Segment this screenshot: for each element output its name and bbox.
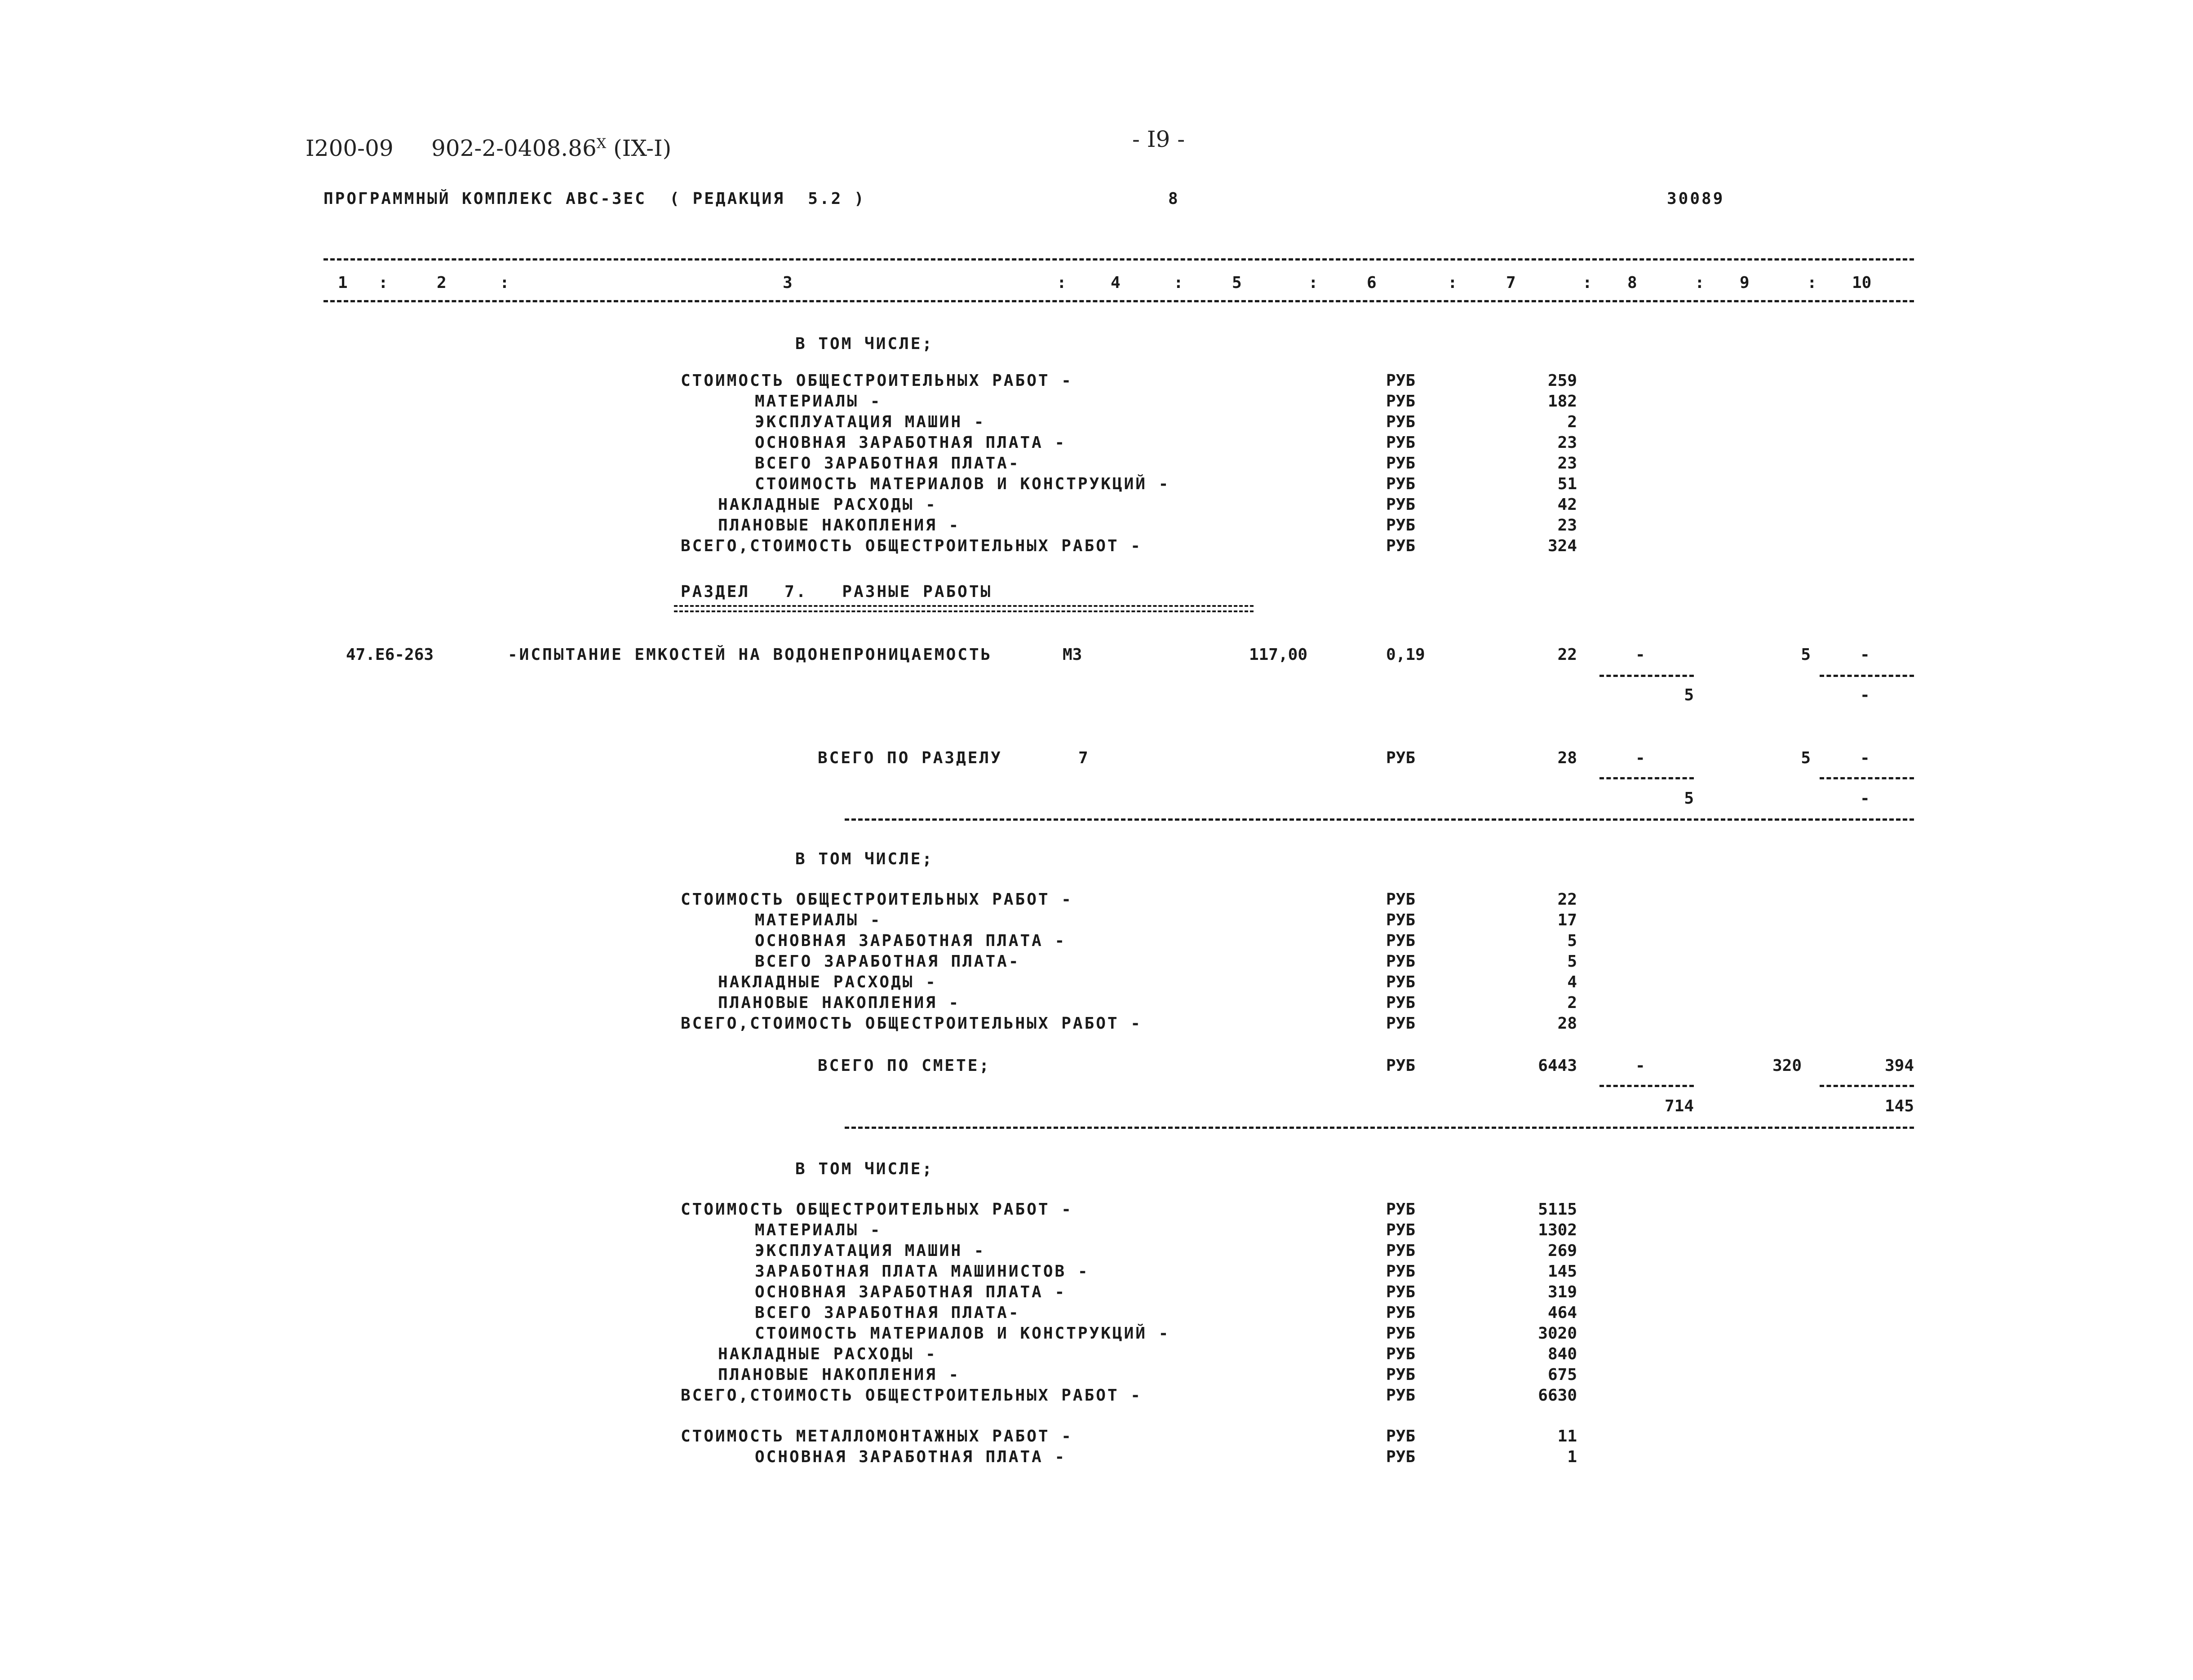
col-sep: : <box>1448 274 1458 292</box>
list-item-unit: РУБ <box>1386 994 1416 1012</box>
list-item-unit: РУБ <box>1386 911 1416 929</box>
section-total-col8-rule <box>1599 777 1694 779</box>
col-sep: : <box>1695 274 1705 292</box>
list-item-unit: РУБ <box>1386 1283 1416 1301</box>
list-item-value: 182 <box>1547 392 1577 411</box>
list-item-value: 23 <box>1557 433 1577 452</box>
item-col10-rule <box>1820 675 1914 677</box>
list-item-value: 5115 <box>1538 1200 1577 1219</box>
list-item-value: 6630 <box>1538 1386 1577 1405</box>
col-5: 5 <box>1232 274 1242 292</box>
col-sep: : <box>1174 274 1183 292</box>
list-item-label: ВСЕГО ЗАРАБОТНАЯ ПЛАТА- <box>755 952 1020 971</box>
project-code-main: 902-2-0408.86 <box>431 135 597 161</box>
item-col9: 5 <box>1801 645 1811 664</box>
estimate-total-col8: - <box>1635 1057 1645 1075</box>
section-total-col10-rule <box>1820 777 1914 779</box>
list-item-label: ОСНОВНАЯ ЗАРАБОТНАЯ ПЛАТА - <box>755 1448 1067 1466</box>
section-total-rule <box>845 818 1914 821</box>
list-item-unit: РУБ <box>1386 1304 1416 1322</box>
list-item-label: СТОИМОСТЬ МАТЕРИАЛОВ И КОНСТРУКЦИЙ - <box>755 1324 1170 1343</box>
list-item-label: ПЛАНОВЫЕ НАКОПЛЕНИЯ - <box>718 516 961 535</box>
list-item-label: ВСЕГО,СТОИМОСТЬ ОБЩЕСТРОИТЕЛЬНЫХ РАБОТ - <box>681 1386 1142 1405</box>
list-item-value: 5 <box>1567 932 1577 950</box>
list-item-unit: РУБ <box>1386 1345 1416 1363</box>
header-rule-bottom <box>323 300 1914 302</box>
block2-heading: В ТОМ ЧИСЛЕ; <box>795 850 934 868</box>
col-sep: : <box>1807 274 1817 292</box>
list-item-unit: РУБ <box>1386 973 1416 991</box>
col-3: 3 <box>783 274 793 292</box>
program-code: 30089 <box>1667 190 1725 208</box>
col-1: 1 <box>338 274 348 292</box>
list-item-unit: РУБ <box>1386 1242 1416 1260</box>
project-code-suffix: (IX-I) <box>613 135 672 161</box>
list-item-value: 2 <box>1567 413 1577 431</box>
col-9: 9 <box>1740 274 1750 292</box>
header-rule-top <box>323 258 1914 261</box>
list-item-label: ПЛАНОВЫЕ НАКОПЛЕНИЯ - <box>718 994 961 1012</box>
list-item-unit: РУБ <box>1386 433 1416 452</box>
list-item-label: МАТЕРИАЛЫ - <box>755 911 882 929</box>
section-title-underline <box>674 605 1254 612</box>
section-total-num: 7 <box>1078 749 1088 767</box>
list-item-label: МАТЕРИАЛЫ - <box>755 392 882 411</box>
list-item-unit: РУБ <box>1386 454 1416 473</box>
list-item-value: 145 <box>1547 1262 1577 1281</box>
item-code: 47.Е6-263 <box>346 645 434 664</box>
list-item-label: МАТЕРИАЛЫ - <box>755 1221 882 1239</box>
list-item-value: 2 <box>1567 994 1577 1012</box>
list-item-unit: РУБ <box>1386 952 1416 971</box>
estimate-total-rule <box>845 1127 1914 1129</box>
section-total-col9: 5 <box>1801 749 1811 767</box>
section-total-col10: - <box>1860 749 1870 767</box>
list-item-unit: РУБ <box>1386 1014 1416 1033</box>
list-item-unit: РУБ <box>1386 890 1416 909</box>
col-8: 8 <box>1627 274 1637 292</box>
list-item-label: СТОИМОСТЬ ОБЩЕСТРОИТЕЛЬНЫХ РАБОТ - <box>681 1200 1073 1219</box>
program-num: 8 <box>1168 190 1180 208</box>
item-col8: - <box>1635 645 1645 664</box>
col-4: 4 <box>1111 274 1121 292</box>
list-item-unit: РУБ <box>1386 1427 1416 1446</box>
section-total-unit: РУБ <box>1386 749 1416 767</box>
list-item-value: 464 <box>1547 1304 1577 1322</box>
list-item-unit: РУБ <box>1386 516 1416 535</box>
list-item-label: ОСНОВНАЯ ЗАРАБОТНАЯ ПЛАТА - <box>755 932 1067 950</box>
project-code <box>431 137 671 159</box>
section-title: РАЗДЕЛ 7. РАЗНЫЕ РАБОТЫ <box>681 583 992 601</box>
estimate-total-col10-sub: 145 <box>1884 1097 1914 1115</box>
item-price: 117,00 <box>1249 645 1307 664</box>
list-item-label: НАКЛАДНЫЕ РАСХОДЫ - <box>718 973 937 991</box>
list-item-label: ВСЕГО ЗАРАБОТНАЯ ПЛАТА- <box>755 1304 1020 1322</box>
list-item-value: 23 <box>1557 516 1577 535</box>
list-item-label: СТОИМОСТЬ МАТЕРИАЛОВ И КОНСТРУКЦИЙ - <box>755 475 1170 493</box>
list-item-label: ЗАРАБОТНАЯ ПЛАТА МАШИНИСТОВ - <box>755 1262 1090 1281</box>
list-item-value: 840 <box>1547 1345 1577 1363</box>
list-item-unit: РУБ <box>1386 1262 1416 1281</box>
col-10: 10 <box>1852 274 1872 292</box>
list-item-label: СТОИМОСТЬ ОБЩЕСТРОИТЕЛЬНЫХ РАБОТ - <box>681 371 1073 390</box>
block3-heading: В ТОМ ЧИСЛЕ; <box>795 1160 934 1178</box>
list-item-value: 11 <box>1557 1427 1577 1446</box>
list-item-unit: РУБ <box>1386 1386 1416 1405</box>
list-item-value: 259 <box>1547 371 1577 390</box>
list-item-value: 17 <box>1557 911 1577 929</box>
section-total-col10-sub: - <box>1860 789 1870 808</box>
list-item-unit: РУБ <box>1386 475 1416 493</box>
item-unit: М3 <box>1063 645 1082 664</box>
list-item-value: 324 <box>1547 537 1577 555</box>
col-7: 7 <box>1506 274 1516 292</box>
list-item-unit: РУБ <box>1386 537 1416 555</box>
block1-heading: В ТОМ ЧИСЛЕ; <box>795 335 934 353</box>
list-item-unit: РУБ <box>1386 1448 1416 1466</box>
item-col8-rule <box>1599 675 1694 677</box>
estimate-total-unit: РУБ <box>1386 1057 1416 1075</box>
list-item-unit: РУБ <box>1386 413 1416 431</box>
list-item-label: НАКЛАДНЫЕ РАСХОДЫ - <box>718 495 937 514</box>
doc-code: I200-09 <box>306 135 394 161</box>
estimate-total-col10: 394 <box>1884 1057 1914 1075</box>
list-item-label: ВСЕГО,СТОИМОСТЬ ОБЩЕСТРОИТЕЛЬНЫХ РАБОТ - <box>681 1014 1142 1033</box>
list-item-value: 1302 <box>1538 1221 1577 1239</box>
program-line: ПРОГРАММНЫЙ КОМПЛЕКС АВС-ЗЕС ( РЕДАКЦИЯ 5.2 ) <box>323 190 866 208</box>
page-number: - I9 - <box>1132 126 1185 152</box>
list-item-unit: РУБ <box>1386 371 1416 390</box>
col-sep: : <box>1582 274 1592 292</box>
item-col10: - <box>1860 645 1870 664</box>
list-item-value: 42 <box>1557 495 1577 514</box>
list-item-value: 4 <box>1567 973 1577 991</box>
list-item-value: 22 <box>1557 890 1577 909</box>
list-item-label: СТОИМОСТЬ МЕТАЛЛОМОНТАЖНЫХ РАБОТ - <box>681 1427 1073 1446</box>
list-item-label: ЭКСПЛУАТАЦИЯ МАШИН - <box>755 1242 986 1260</box>
list-item-value: 3020 <box>1538 1324 1577 1343</box>
list-item-unit: РУБ <box>1386 932 1416 950</box>
list-item-value: 1 <box>1567 1448 1577 1466</box>
item-qty: 0,19 <box>1386 645 1425 664</box>
estimate-total-col8-sub: 714 <box>1664 1097 1694 1115</box>
list-item-unit: РУБ <box>1386 1324 1416 1343</box>
col-sep: : <box>1308 274 1318 292</box>
estimate-total-col8-rule <box>1599 1085 1694 1087</box>
list-item-label: НАКЛАДНЫЕ РАСХОДЫ - <box>718 1345 937 1363</box>
list-item-value: 51 <box>1557 475 1577 493</box>
section-total-col8: - <box>1635 749 1645 767</box>
list-item-value: 28 <box>1557 1014 1577 1033</box>
section-total-col8-sub: 5 <box>1684 789 1694 808</box>
estimate-total-value: 6443 <box>1538 1057 1577 1075</box>
list-item-unit: РУБ <box>1386 392 1416 411</box>
list-item-value: 675 <box>1547 1366 1577 1384</box>
list-item-label: СТОИМОСТЬ ОБЩЕСТРОИТЕЛЬНЫХ РАБОТ - <box>681 890 1073 909</box>
list-item-value: 269 <box>1547 1242 1577 1260</box>
estimate-total-label: ВСЕГО ПО СМЕТЕ; <box>818 1057 991 1075</box>
section-total-label: ВСЕГО ПО РАЗДЕЛУ <box>818 749 1002 767</box>
list-item-label: ПЛАНОВЫЕ НАКОПЛЕНИЯ - <box>718 1366 961 1384</box>
list-item-value: 23 <box>1557 454 1577 473</box>
col-sep: : <box>500 274 509 292</box>
col-2: 2 <box>437 274 447 292</box>
section-total-value: 28 <box>1557 749 1577 767</box>
estimate-total-col9: 320 <box>1772 1057 1802 1075</box>
list-item-unit: РУБ <box>1386 1366 1416 1384</box>
list-item-label: ВСЕГО ЗАРАБОТНАЯ ПЛАТА- <box>755 454 1020 473</box>
col-6: 6 <box>1367 274 1377 292</box>
list-item-unit: РУБ <box>1386 495 1416 514</box>
item-col10-sub: - <box>1860 686 1870 704</box>
list-item-label: ОСНОВНАЯ ЗАРАБОТНАЯ ПЛАТА - <box>755 433 1067 452</box>
estimate-total-col10-rule <box>1820 1085 1914 1087</box>
project-code-sup: X <box>596 136 607 152</box>
list-item-label: ВСЕГО,СТОИМОСТЬ ОБЩЕСТРОИТЕЛЬНЫХ РАБОТ - <box>681 537 1142 555</box>
list-item-unit: РУБ <box>1386 1221 1416 1239</box>
list-item-label: ОСНОВНАЯ ЗАРАБОТНАЯ ПЛАТА - <box>755 1283 1067 1301</box>
list-item-unit: РУБ <box>1386 1200 1416 1219</box>
list-item-value: 5 <box>1567 952 1577 971</box>
col-sep: : <box>378 274 388 292</box>
list-item-label: ЭКСПЛУАТАЦИЯ МАШИН - <box>755 413 986 431</box>
item-name: -ИСПЫТАНИЕ ЕМКОСТЕЙ НА ВОДОНЕПРОНИЦАЕМОСТЬ <box>508 645 992 664</box>
list-item-value: 319 <box>1547 1283 1577 1301</box>
col-sep: : <box>1057 274 1067 292</box>
item-col8-sub: 5 <box>1684 686 1694 704</box>
item-total: 22 <box>1557 645 1577 664</box>
